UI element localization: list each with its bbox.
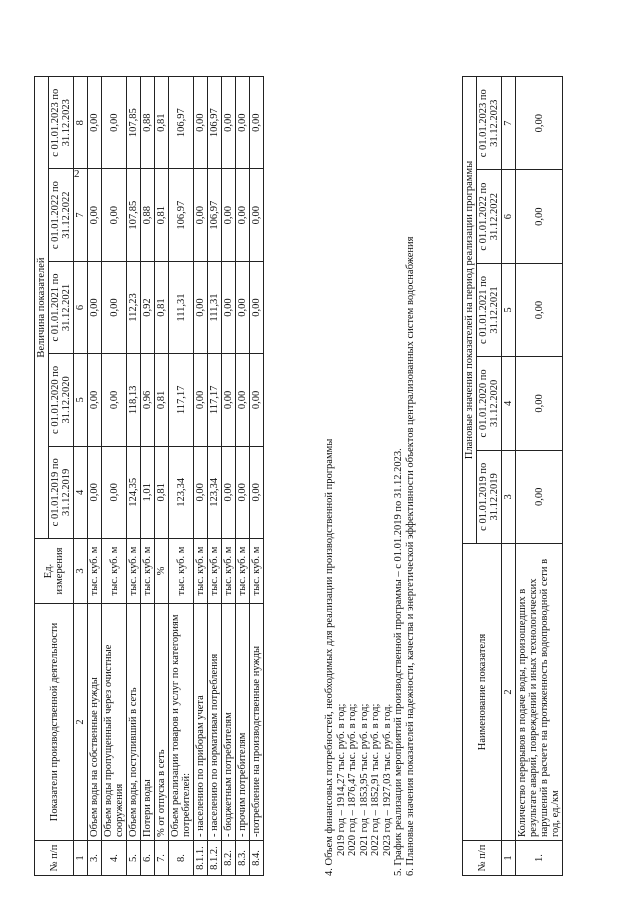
row-value: 0,00 [516,357,563,450]
column-number: 1 [74,841,88,876]
row-number: 5. [127,841,141,876]
row-number: 8.1.1. [194,841,208,876]
row-number: 8.1.2. [208,841,222,876]
row-value: 0,00 [250,354,264,446]
row-unit: тыс. куб. м [208,539,222,604]
row-value: 0,00 [236,169,250,261]
period-header: с 01.01.2022 по 31.12.2022 [49,169,74,261]
schedule-paragraph: 5. График реализации мероприятий производственной программы – с 01.01.2019 по 31.12.2023. [393,448,404,876]
row-value: 0,00 [236,261,250,353]
row-value: 0,00 [102,354,127,446]
t2-column-number-row [502,77,516,876]
column-number: 6 [502,170,516,263]
row-value: 0,00 [222,261,236,353]
row-value: 0,00 [250,261,264,353]
reliability-indicators-table [462,76,563,876]
col-num-header: № п/п [35,841,74,876]
row-value: 0,00 [236,354,250,446]
row-number: 7. [155,841,169,876]
table-row [208,77,222,876]
row-unit: тыс. куб. м [127,539,141,604]
row-value: 0,00 [102,261,127,353]
row-indicator-name: - прочим потребителям [236,604,250,841]
t2-col-name-header: Наименование показателя [463,544,502,841]
row-value: 111,31 [208,261,222,353]
table-row [141,77,155,876]
row-value: 0,00 [194,77,208,169]
row-indicator-name: - населению по приборам учета [194,604,208,841]
row-value: 0,00 [250,77,264,169]
row-value: 0,00 [236,446,250,538]
table-row [194,77,208,876]
row-value: 117,17 [169,354,194,446]
row-value: 0,81 [155,169,169,261]
column-number: 6 [74,261,88,353]
row-value: 1,01 [141,446,155,538]
row-value: 0,96 [141,354,155,446]
row-unit: тыс. куб. м [88,539,102,604]
row-unit: тыс. куб. м [169,539,194,604]
row-value: 0,00 [88,261,102,353]
column-number: 4 [502,357,516,450]
table-row [102,77,127,876]
row-value: 0,81 [155,77,169,169]
column-number-row [74,77,88,876]
row-value: 0,00 [88,169,102,261]
row-unit: тыс. куб. м [102,539,127,604]
row-value: 0,92 [141,261,155,353]
table-row [127,77,141,876]
col-values-header: Величина показателей [35,77,49,539]
row-value: 106,97 [208,77,222,169]
row-unit: тыс. куб. м [222,539,236,604]
col-indicator-header: Показатели производственной деятельности [35,604,74,841]
col-unit-header: Ед. измерения [35,539,74,604]
row-value: 0,88 [141,77,155,169]
row-value: 106,97 [208,169,222,261]
financial-year-item: 2022 год – 1852,91 тыс. руб. в год; [370,703,381,856]
column-number: 3 [74,539,88,604]
row-value: 0,81 [155,446,169,538]
row-indicator-name: Количество перерывов в подаче воды, произошедших в результате аварий, повреждений и иных технологических нарушений в расчете на протяженность водопроводной сети в год, ед./км [516,544,563,841]
row-indicator-name: Потери воды [141,604,155,841]
row-value: 124,35 [127,446,141,538]
column-number: 2 [74,604,88,841]
row-value: 0,00 [88,77,102,169]
row-indicator-name: Объем воды, поступивший в сеть [127,604,141,841]
column-number: 5 [74,354,88,446]
table-row [516,77,563,876]
row-value: 106,97 [169,77,194,169]
row-value: 0,00 [222,354,236,446]
row-indicator-name: -потребление на производственные нужды [250,604,264,841]
t2-plan-header: Плановые значения показателей на период реализации программы [463,77,477,544]
period-header: с 01.01.2019 по 31.12.2019 [49,446,74,538]
financial-year-item: 2020 год – 1876,47 тыс. руб. в год; [347,703,358,856]
row-value: 107,85 [127,77,141,169]
row-value: 0,81 [155,261,169,353]
row-number: 1. [516,841,563,876]
financial-year-item: 2023 год – 1927,03 тыс. руб. в год. [381,703,393,856]
row-value: 117,17 [208,354,222,446]
table-header-row [35,77,49,876]
row-value: 0,00 [194,446,208,538]
row-value: 0,00 [194,261,208,353]
financial-needs-heading: 4. Объем финансовых потребностей, необходимых для реализации производственной программы [324,438,335,876]
row-indicator-name: % от отпуска в сеть [155,604,169,841]
period-header: с 01.01.2021 по 31.12.2021 [477,263,502,356]
period-header: с 01.01.2021 по 31.12.2021 [49,261,74,353]
row-number: 6. [141,841,155,876]
period-header: с 01.01.2020 по 31.12.2020 [49,354,74,446]
row-value: 0,00 [194,354,208,446]
table-row [88,77,102,876]
column-number: 7 [74,169,88,261]
table-row [169,77,194,876]
production-indicators-table [34,76,264,876]
financial-years-list [336,76,394,876]
period-header: с 01.01.2023 по 31.12.2023 [477,77,502,170]
row-indicator-name: - бюджетным потребителям [222,604,236,841]
period-header: с 01.01.2022 по 31.12.2022 [477,170,502,263]
row-value: 118,13 [127,354,141,446]
row-value: 0,00 [222,77,236,169]
planned-values-heading: 6. Плановые значения показателей надежности, качества и энергетической эффективности объектов централизованных систем водоснабжения [404,236,416,876]
row-number: 8.4. [250,841,264,876]
row-value: 0,00 [194,169,208,261]
row-value: 0,00 [102,77,127,169]
column-number: 7 [502,77,516,170]
row-number: 4. [102,841,127,876]
row-value: 0,00 [516,170,563,263]
row-unit: тыс. куб. м [250,539,264,604]
page-number: 2 [74,168,80,180]
row-value: 0,81 [155,354,169,446]
row-value: 0,00 [516,77,563,170]
column-number: 8 [74,77,88,169]
period-header: с 01.01.2020 по 31.12.2020 [477,357,502,450]
column-number: 5 [502,263,516,356]
row-value: 112,23 [127,261,141,353]
table-row [236,77,250,876]
row-unit: тыс. куб. м [236,539,250,604]
row-value: 0,00 [222,446,236,538]
table-row [222,77,236,876]
row-value: 106,97 [169,169,194,261]
financial-year-item: 2019 год – 1914,27 тыс. руб. в год; [335,703,347,856]
program-notes [324,76,416,876]
row-value: 0,00 [222,169,236,261]
row-unit: тыс. куб. м [194,539,208,604]
column-number: 1 [502,841,516,876]
row-value: 0,00 [250,446,264,538]
row-unit: тыс. куб. м [141,539,155,604]
row-number: 8.2. [222,841,236,876]
financial-year-item: 2021 год – 1853,95 тыс. руб. в год; [358,703,370,856]
row-number: 8. [169,841,194,876]
row-value: 0,00 [102,446,127,538]
column-number: 2 [502,544,516,841]
row-value: 0,00 [250,169,264,261]
table-row [250,77,264,876]
t2-col-num-header: № п/п [463,841,502,876]
row-value: 0,00 [516,450,563,543]
table2-header-row [463,77,477,876]
row-value: 0,88 [141,169,155,261]
row-value: 111,31 [169,261,194,353]
row-indicator-name: Объем воды на собственные нужды [88,604,102,841]
row-value: 0,00 [516,263,563,356]
row-value: 107,85 [127,169,141,261]
row-value: 123,34 [169,446,194,538]
column-number: 3 [502,450,516,543]
row-value: 123,34 [208,446,222,538]
period-header: с 01.01.2019 по 31.12.2019 [477,450,502,543]
row-number: 3. [88,841,102,876]
row-indicator-name: Объем реализации товаров и услуг по категориям потребителей: [169,604,194,841]
row-value: 0,00 [102,169,127,261]
row-value: 0,00 [88,446,102,538]
column-number: 4 [74,446,88,538]
row-number: 8.3. [236,841,250,876]
row-indicator-name: Объем воды пропущенный через очистные сооружения [102,604,127,841]
table-row [155,77,169,876]
period-header: с 01.01.2023 по 31.12.2023 [49,77,74,169]
row-value: 0,00 [88,354,102,446]
row-value: 0,00 [236,77,250,169]
row-unit: % [155,539,169,604]
row-indicator-name: - населению по нормативам потребления [208,604,222,841]
